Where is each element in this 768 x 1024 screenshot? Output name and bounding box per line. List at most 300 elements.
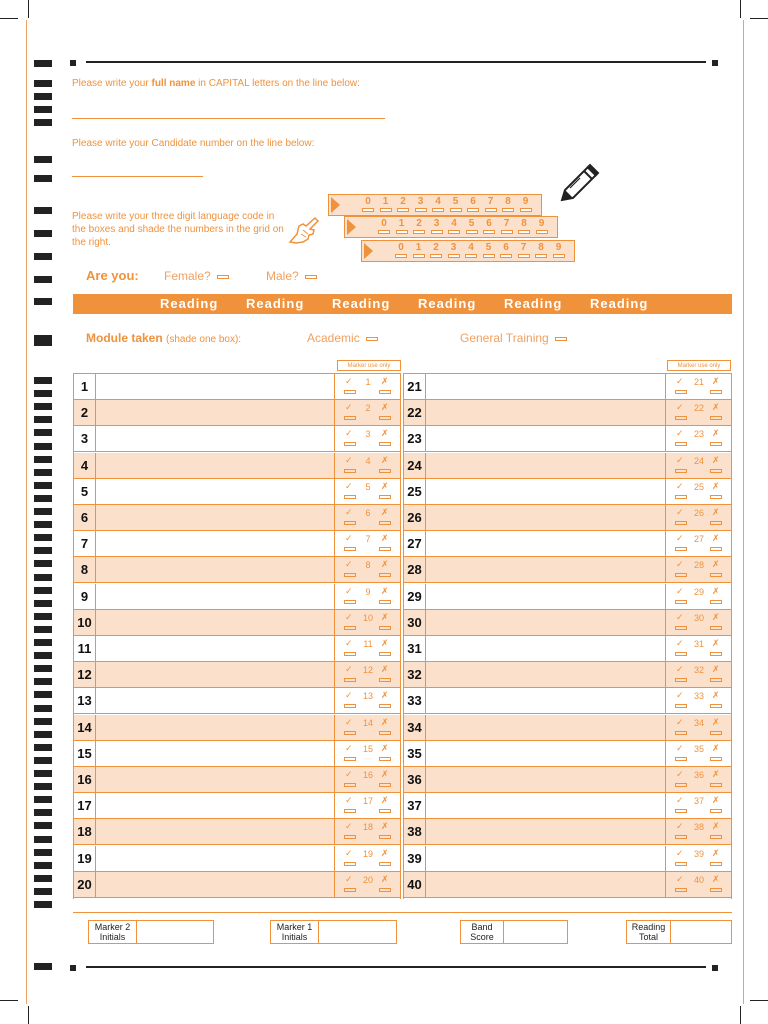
- timing-mark: [34, 862, 52, 869]
- answer-row[interactable]: [404, 557, 731, 583]
- incorrect-bubble[interactable]: [379, 547, 391, 551]
- correct-bubble[interactable]: [344, 731, 356, 735]
- incorrect-bubble[interactable]: [379, 390, 391, 394]
- correct-bubble[interactable]: [675, 547, 687, 551]
- answer-field[interactable]: [96, 741, 334, 767]
- cross-icon: ✗: [381, 376, 389, 386]
- answer-row[interactable]: [74, 557, 400, 583]
- digit-label: 0: [365, 196, 371, 207]
- answer-field[interactable]: [426, 479, 665, 505]
- marker-cell: [334, 610, 400, 636]
- answer-row[interactable]: [404, 479, 731, 505]
- incorrect-bubble[interactable]: [710, 600, 722, 604]
- digit-bubble[interactable]: [536, 230, 548, 234]
- correct-bubble[interactable]: [675, 442, 687, 446]
- incorrect-bubble[interactable]: [710, 652, 722, 656]
- question-number: 40: [404, 872, 426, 898]
- pencil-icon: [556, 162, 600, 204]
- correct-bubble[interactable]: [675, 469, 687, 473]
- cross-icon: ✗: [712, 533, 720, 544]
- male-option[interactable]: [266, 269, 317, 283]
- marker-question-number: 13: [362, 691, 373, 702]
- digit-bubble[interactable]: [415, 208, 427, 212]
- correct-bubble[interactable]: [675, 704, 687, 708]
- digit-label: 4: [468, 242, 474, 253]
- answer-field[interactable]: [96, 400, 334, 426]
- timing-mark: [34, 665, 52, 672]
- timing-mark: [34, 691, 52, 698]
- digit-label: 1: [382, 196, 389, 207]
- answer-field[interactable]: [426, 610, 665, 636]
- digit-label: 4: [435, 196, 441, 207]
- question-number: 10: [74, 610, 96, 636]
- incorrect-bubble[interactable]: [379, 442, 391, 446]
- answer-row[interactable]: [74, 400, 400, 426]
- tick-icon: ✓: [676, 690, 684, 701]
- incorrect-bubble[interactable]: [379, 704, 391, 708]
- incorrect-bubble[interactable]: [379, 573, 391, 577]
- answer-row[interactable]: [74, 793, 400, 819]
- answer-field[interactable]: [96, 636, 334, 662]
- answer-row[interactable]: [404, 400, 731, 426]
- cross-icon: ✗: [381, 559, 389, 570]
- digit-bubble[interactable]: [502, 208, 514, 212]
- marker-cell: [665, 767, 731, 793]
- question-number: 9: [74, 584, 96, 610]
- correct-bubble[interactable]: [344, 390, 356, 394]
- incorrect-bubble[interactable]: [379, 469, 391, 473]
- correct-bubble[interactable]: [675, 835, 687, 839]
- reading-total-box[interactable]: [626, 920, 732, 944]
- general-training-label: General Training: [460, 331, 549, 345]
- tick-icon: ✓: [345, 769, 353, 779]
- question-number: 35: [404, 741, 426, 767]
- digit-bubble[interactable]: [396, 230, 408, 234]
- incorrect-bubble[interactable]: [379, 862, 391, 866]
- tick-icon: ✓: [345, 742, 353, 753]
- digit-label: 6: [503, 242, 509, 253]
- tick-icon: ✓: [676, 402, 684, 413]
- incorrect-bubble[interactable]: [379, 783, 391, 787]
- answer-field[interactable]: [96, 819, 334, 845]
- correct-bubble[interactable]: [675, 390, 687, 394]
- correct-bubble[interactable]: [344, 573, 356, 577]
- timing-mark: [34, 377, 52, 384]
- answer-row[interactable]: [404, 636, 731, 662]
- marker-cell: [665, 688, 731, 714]
- marker-question-number: 34: [693, 717, 704, 728]
- digit-bubble[interactable]: [380, 208, 392, 212]
- correct-bubble[interactable]: [675, 416, 687, 420]
- correct-bubble[interactable]: [675, 888, 687, 892]
- answer-field[interactable]: [426, 584, 665, 610]
- tick-icon: ✓: [345, 821, 353, 832]
- answer-row[interactable]: [74, 584, 400, 610]
- digit-bubble[interactable]: [467, 208, 479, 212]
- answer-field[interactable]: [426, 505, 665, 531]
- incorrect-bubble[interactable]: [710, 835, 722, 839]
- question-number: 17: [74, 793, 96, 819]
- incorrect-bubble[interactable]: [710, 888, 722, 892]
- digit-bubble[interactable]: [431, 230, 443, 234]
- marker1-initials-box[interactable]: [270, 920, 397, 944]
- answer-field[interactable]: [426, 400, 665, 426]
- correct-bubble[interactable]: [344, 469, 356, 473]
- answer-field[interactable]: [426, 531, 665, 557]
- incorrect-bubble[interactable]: [379, 809, 391, 813]
- answer-field[interactable]: [426, 846, 665, 872]
- incorrect-bubble[interactable]: [379, 495, 391, 499]
- answer-field[interactable]: [96, 505, 334, 531]
- correct-bubble[interactable]: [344, 678, 356, 682]
- answer-row[interactable]: [404, 846, 731, 872]
- answer-row[interactable]: [74, 531, 400, 557]
- answer-row[interactable]: [74, 819, 400, 845]
- answer-row[interactable]: [404, 767, 731, 793]
- incorrect-bubble[interactable]: [710, 704, 722, 708]
- answer-row[interactable]: [404, 793, 731, 819]
- correct-bubble[interactable]: [675, 652, 687, 656]
- question-number: 39: [404, 846, 426, 872]
- marker-cell: [334, 715, 400, 741]
- incorrect-bubble[interactable]: [710, 469, 722, 473]
- marker-question-number: 26: [693, 508, 704, 518]
- answer-field[interactable]: [96, 531, 334, 557]
- marker-cell: [665, 715, 731, 741]
- question-number: 11: [74, 636, 96, 662]
- answer-field[interactable]: [426, 557, 665, 583]
- correct-bubble[interactable]: [344, 600, 356, 604]
- answer-row[interactable]: [74, 846, 400, 872]
- marker-cell: [334, 636, 400, 662]
- digit-bubble[interactable]: [432, 208, 444, 212]
- answer-row[interactable]: [404, 426, 731, 452]
- incorrect-bubble[interactable]: [379, 888, 391, 892]
- digit-label: 6: [486, 218, 492, 229]
- digit-bubble[interactable]: [553, 254, 565, 258]
- arrow-marker: [347, 219, 356, 235]
- banner-label: Reading: [504, 296, 563, 311]
- answer-field[interactable]: [96, 688, 334, 714]
- candidate-number-line[interactable]: [72, 176, 203, 177]
- timing-mark: [34, 508, 52, 515]
- marker-cell: [665, 426, 731, 452]
- question-number: 23: [404, 426, 426, 452]
- correct-bubble[interactable]: [675, 783, 687, 787]
- digit-bubble[interactable]: [395, 254, 407, 258]
- answer-field[interactable]: [96, 662, 334, 688]
- cross-icon: ✗: [381, 690, 389, 701]
- digit-bubble[interactable]: [535, 254, 547, 258]
- correct-bubble[interactable]: [344, 416, 356, 420]
- question-number: 24: [404, 453, 426, 479]
- question-number: 38: [404, 819, 426, 845]
- digit-bubble[interactable]: [500, 254, 512, 258]
- answer-row[interactable]: [74, 715, 400, 741]
- marker-cell: [334, 662, 400, 688]
- answer-row[interactable]: [74, 741, 400, 767]
- correct-bubble[interactable]: [675, 573, 687, 577]
- banner-label: Reading: [160, 296, 219, 311]
- crop-mark: [28, 1006, 29, 1024]
- answer-row[interactable]: [404, 531, 731, 557]
- marker-cell: [665, 584, 731, 610]
- timing-mark: [34, 849, 52, 856]
- question-number: 37: [404, 793, 426, 819]
- incorrect-bubble[interactable]: [710, 442, 722, 446]
- incorrect-bubble[interactable]: [710, 757, 722, 761]
- answer-row[interactable]: [74, 505, 400, 531]
- question-number: 26: [404, 505, 426, 531]
- answer-field[interactable]: [96, 584, 334, 610]
- answer-field[interactable]: [426, 662, 665, 688]
- answer-field[interactable]: [96, 426, 334, 452]
- correct-bubble[interactable]: [675, 862, 687, 866]
- marker-question-number: 17: [362, 796, 373, 807]
- female-checkbox[interactable]: [217, 275, 229, 279]
- question-number: 27: [404, 531, 426, 557]
- answer-field[interactable]: [96, 767, 334, 793]
- answer-field[interactable]: [96, 793, 334, 819]
- correct-bubble[interactable]: [675, 678, 687, 682]
- correct-bubble[interactable]: [344, 442, 356, 446]
- digit-label: 7: [520, 242, 527, 253]
- digit-bubble[interactable]: [397, 208, 409, 212]
- incorrect-bubble[interactable]: [379, 678, 391, 682]
- correct-bubble[interactable]: [675, 809, 687, 813]
- correct-bubble[interactable]: [344, 809, 356, 813]
- marker-question-number: 4: [365, 455, 371, 466]
- marker-question-number: 29: [693, 586, 704, 597]
- correct-bubble[interactable]: [344, 495, 356, 499]
- cross-icon: ✗: [381, 402, 389, 413]
- incorrect-bubble[interactable]: [710, 731, 722, 735]
- answer-field[interactable]: [426, 453, 665, 479]
- answer-field[interactable]: [96, 715, 334, 741]
- female-option[interactable]: [164, 269, 229, 283]
- answer-field[interactable]: [96, 479, 334, 505]
- answer-row[interactable]: [74, 479, 400, 505]
- digit-bubble[interactable]: [485, 208, 497, 212]
- answer-row[interactable]: [404, 819, 731, 845]
- incorrect-bubble[interactable]: [710, 678, 722, 682]
- answer-row[interactable]: [74, 374, 400, 400]
- pointing-hand-icon: [287, 212, 321, 248]
- answer-field[interactable]: [426, 819, 665, 845]
- answer-row[interactable]: [404, 453, 731, 479]
- correct-bubble[interactable]: [344, 862, 356, 866]
- answer-field[interactable]: [426, 872, 665, 898]
- answer-field[interactable]: [96, 610, 334, 636]
- digit-bubble[interactable]: [450, 208, 462, 212]
- digit-bubble[interactable]: [520, 208, 532, 212]
- answer-row[interactable]: [404, 688, 731, 714]
- band-score-box[interactable]: [460, 920, 568, 944]
- marker-question-number: 22: [693, 403, 704, 414]
- incorrect-bubble[interactable]: [710, 547, 722, 551]
- full-name-line[interactable]: [72, 118, 385, 119]
- digit-bubble[interactable]: [378, 230, 390, 234]
- digit-bubble[interactable]: [518, 254, 530, 258]
- answer-field[interactable]: [426, 715, 665, 741]
- incorrect-bubble[interactable]: [379, 521, 391, 525]
- tick-icon: ✓: [345, 664, 353, 675]
- answer-row[interactable]: [74, 636, 400, 662]
- incorrect-bubble[interactable]: [710, 495, 722, 499]
- answer-row[interactable]: [74, 426, 400, 452]
- answer-row[interactable]: [74, 688, 400, 714]
- cross-icon: ✗: [712, 664, 720, 675]
- crop-mark: [750, 18, 768, 19]
- tick-icon: ✓: [345, 559, 353, 570]
- answer-row[interactable]: [74, 662, 400, 688]
- incorrect-bubble[interactable]: [710, 416, 722, 420]
- digit-label: 3: [433, 218, 440, 229]
- academic-checkbox[interactable]: [366, 337, 378, 341]
- answer-column-right: [403, 373, 732, 899]
- answer-field[interactable]: [96, 374, 334, 400]
- timing-mark: [34, 276, 52, 283]
- digit-label: 8: [505, 196, 511, 207]
- answer-row[interactable]: [404, 715, 731, 741]
- marker-question-number: 3: [365, 429, 371, 440]
- marker2-initials-box[interactable]: [88, 920, 214, 944]
- answer-field[interactable]: [96, 846, 334, 872]
- answer-field[interactable]: [426, 767, 665, 793]
- incorrect-bubble[interactable]: [710, 809, 722, 813]
- correct-bubble[interactable]: [344, 835, 356, 839]
- correct-bubble[interactable]: [344, 704, 356, 708]
- general-training-option[interactable]: [460, 331, 567, 345]
- digit-bubble[interactable]: [483, 230, 495, 234]
- digit-bubble[interactable]: [518, 230, 530, 234]
- correct-bubble[interactable]: [675, 495, 687, 499]
- crop-mark: [28, 0, 29, 18]
- digit-bubble[interactable]: [466, 230, 478, 234]
- marker-cell: [665, 453, 731, 479]
- cross-icon: ✗: [381, 821, 389, 832]
- incorrect-bubble[interactable]: [379, 731, 391, 735]
- cross-icon: ✗: [381, 585, 389, 596]
- correct-bubble[interactable]: [344, 626, 356, 630]
- correct-bubble[interactable]: [675, 600, 687, 604]
- timing-mark: [34, 963, 52, 970]
- correct-bubble[interactable]: [675, 731, 687, 735]
- incorrect-bubble[interactable]: [379, 757, 391, 761]
- answer-row[interactable]: [404, 741, 731, 767]
- correct-bubble[interactable]: [675, 521, 687, 525]
- correct-bubble[interactable]: [344, 521, 356, 525]
- incorrect-bubble[interactable]: [379, 835, 391, 839]
- answer-row[interactable]: [404, 505, 731, 531]
- timing-mark: [34, 230, 52, 237]
- cross-icon: ✗: [381, 533, 389, 544]
- digit-bubble[interactable]: [448, 254, 460, 258]
- digit-bubble[interactable]: [413, 230, 425, 234]
- digit-bubble[interactable]: [448, 230, 460, 234]
- correct-bubble[interactable]: [344, 783, 356, 787]
- answer-row[interactable]: [74, 453, 400, 479]
- timing-mark: [34, 796, 52, 803]
- answer-row[interactable]: [404, 662, 731, 688]
- timing-mark: [34, 207, 52, 214]
- digit-bubble[interactable]: [501, 230, 513, 234]
- answer-row[interactable]: [404, 872, 731, 898]
- marker-question-number: 6: [365, 508, 371, 518]
- marker-cell: [665, 636, 731, 662]
- timing-mark: [34, 574, 52, 581]
- answer-row[interactable]: [404, 610, 731, 636]
- timing-mark: [34, 416, 52, 423]
- correct-bubble[interactable]: [675, 626, 687, 630]
- correct-bubble[interactable]: [344, 888, 356, 892]
- marker-question-number: 36: [693, 770, 704, 780]
- correct-bubble[interactable]: [344, 757, 356, 761]
- incorrect-bubble[interactable]: [710, 862, 722, 866]
- question-number: 21: [404, 374, 426, 400]
- marker-question-number: 39: [693, 848, 704, 859]
- answer-row[interactable]: [74, 767, 400, 793]
- answer-row[interactable]: [404, 374, 731, 400]
- question-number: 14: [74, 715, 96, 741]
- marker-cell: [334, 374, 400, 400]
- incorrect-bubble[interactable]: [710, 573, 722, 577]
- incorrect-bubble[interactable]: [710, 521, 722, 525]
- answer-field[interactable]: [426, 793, 665, 819]
- answer-row[interactable]: [74, 610, 400, 636]
- digit-bubble[interactable]: [413, 254, 425, 258]
- question-number: 34: [404, 715, 426, 741]
- answer-field[interactable]: [96, 557, 334, 583]
- general-training-checkbox[interactable]: [555, 337, 567, 341]
- incorrect-bubble[interactable]: [379, 652, 391, 656]
- academic-option[interactable]: [307, 331, 378, 345]
- correct-bubble[interactable]: [344, 652, 356, 656]
- correct-bubble[interactable]: [344, 547, 356, 551]
- answer-field[interactable]: [426, 741, 665, 767]
- digit-label: 9: [555, 242, 562, 253]
- incorrect-bubble[interactable]: [710, 783, 722, 787]
- answer-field[interactable]: [96, 453, 334, 479]
- answer-field[interactable]: [426, 688, 665, 714]
- incorrect-bubble[interactable]: [379, 600, 391, 604]
- answer-field[interactable]: [426, 636, 665, 662]
- answer-field[interactable]: [426, 426, 665, 452]
- answer-field[interactable]: [96, 872, 334, 898]
- question-number: 3: [74, 426, 96, 452]
- male-checkbox[interactable]: [305, 275, 317, 279]
- crop-mark: [0, 1000, 18, 1001]
- answer-row[interactable]: [404, 584, 731, 610]
- marker-question-number: 30: [693, 612, 704, 623]
- marker-cell: [334, 872, 400, 898]
- incorrect-bubble[interactable]: [710, 626, 722, 630]
- correct-bubble[interactable]: [675, 757, 687, 761]
- cross-icon: ✗: [381, 664, 389, 675]
- incorrect-bubble[interactable]: [379, 626, 391, 630]
- marker-cell: [334, 741, 400, 767]
- answer-field[interactable]: [426, 374, 665, 400]
- incorrect-bubble[interactable]: [710, 390, 722, 394]
- digit-bubble[interactable]: [430, 254, 442, 258]
- answer-row[interactable]: [74, 872, 400, 898]
- digit-bubble[interactable]: [465, 254, 477, 258]
- digit-bubble[interactable]: [483, 254, 495, 258]
- timing-mark: [34, 652, 52, 659]
- digit-label: 6: [470, 196, 476, 207]
- digit-bubble[interactable]: [362, 208, 374, 212]
- incorrect-bubble[interactable]: [379, 416, 391, 420]
